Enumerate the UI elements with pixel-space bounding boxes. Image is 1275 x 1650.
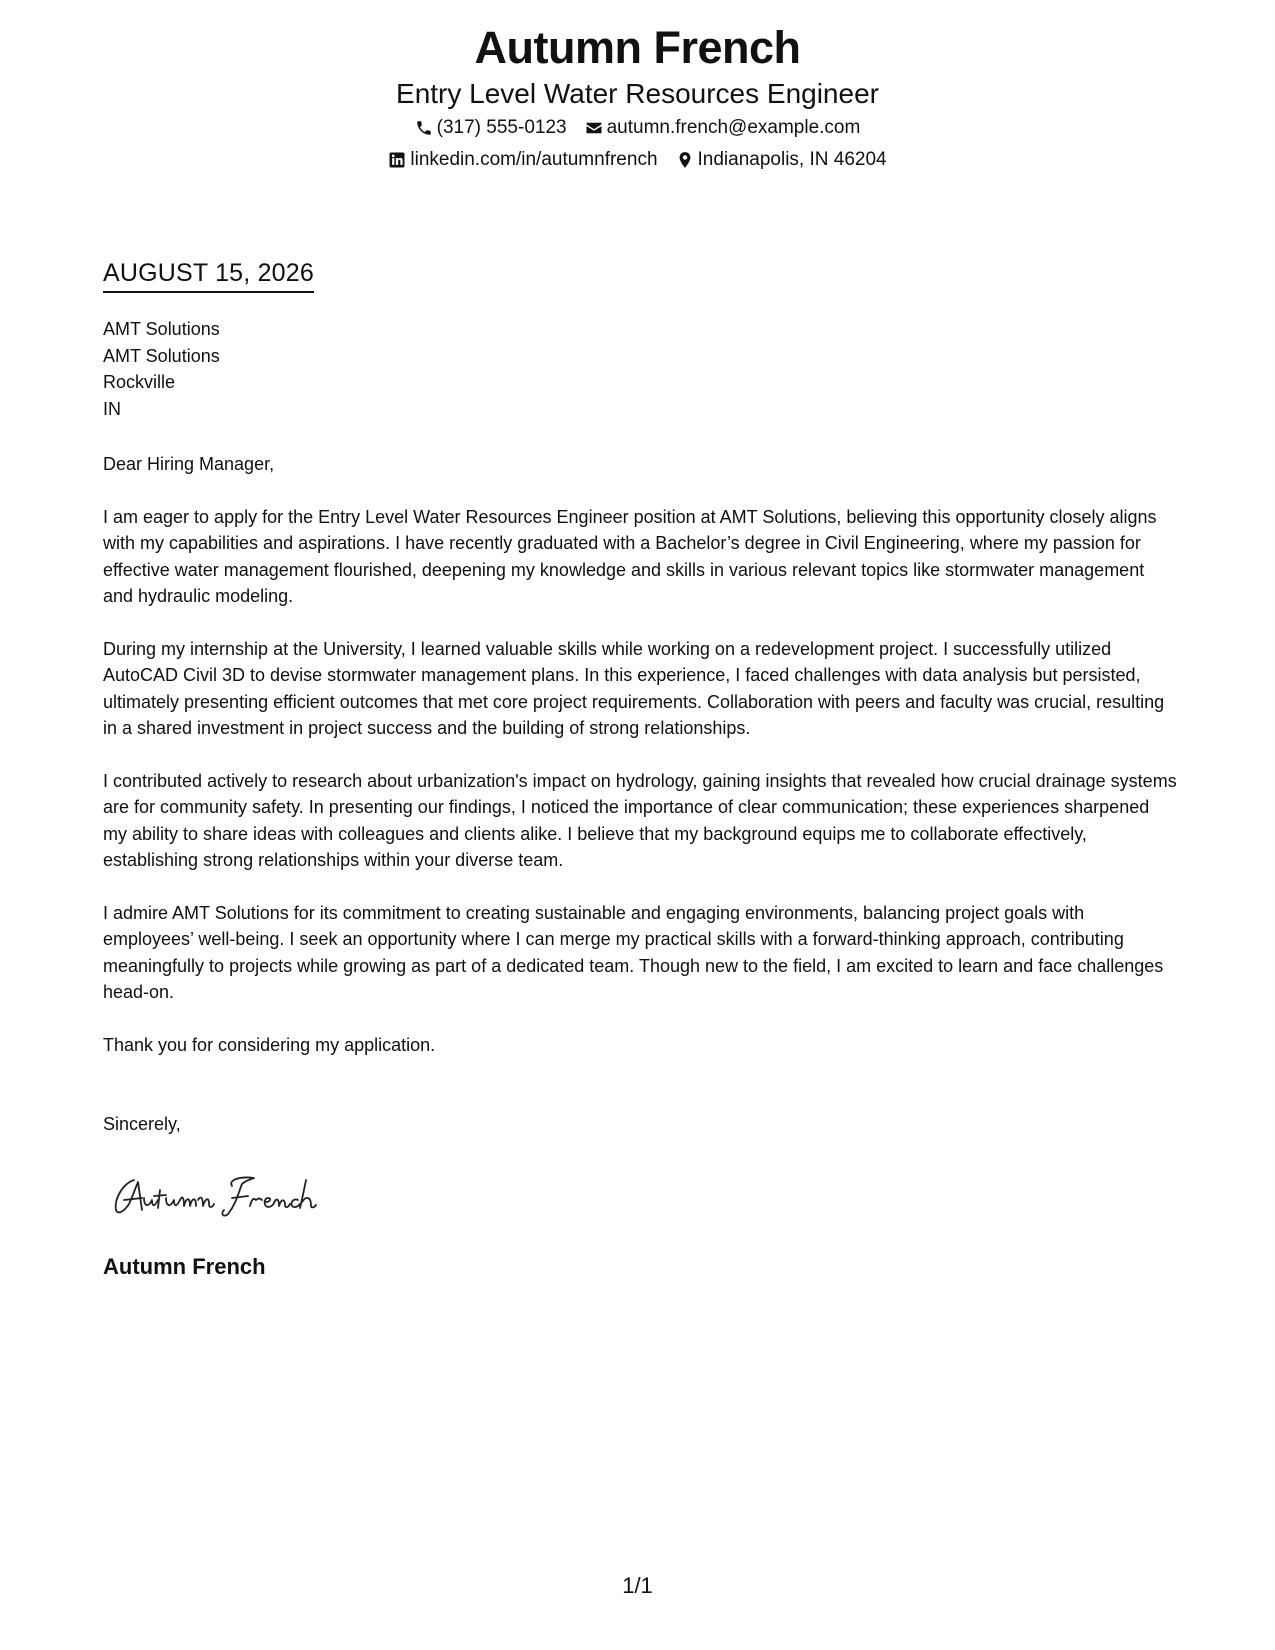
letter-header — [0, 20, 1275, 176]
location-text: Indianapolis, IN 46204 — [697, 149, 887, 170]
salutation: Dear Hiring Manager, — [103, 454, 275, 474]
recipient-line: AMT Solutions — [103, 345, 220, 366]
recipient-line: AMT Solutions — [103, 319, 220, 339]
signer-name: Autumn French — [103, 1254, 266, 1279]
letter-body — [103, 504, 1178, 1085]
contact-row-primary — [0, 112, 1275, 144]
email-text: autumn.french@example.com — [606, 117, 861, 138]
page-number: 1/1 — [622, 1573, 653, 1598]
handwritten-signature — [108, 1170, 358, 1220]
contact-row-secondary — [0, 144, 1275, 176]
linkedin-text: linkedin.com/in/autumnfrench — [410, 149, 658, 170]
linkedin-icon — [388, 151, 406, 169]
letter-date: AUGUST 15, 2026 — [103, 258, 314, 293]
location-contact — [676, 144, 887, 176]
job-title: Entry Level Water Resources Engineer — [396, 78, 879, 109]
body-paragraph: I am eager to apply for the Entry Level Water Resources Engineer position at AMT Solutions, believing this opportunity closely aligns with my capabilities and aspirations. I have recently graduated with a Bachelor’s degree in Civil Engineering, where my passion for effective water management flourished, deepening my knowledge and skills in various relevant topics like stormwater management and hydraulic modeling. — [103, 507, 1157, 607]
body-paragraph: I admire AMT Solutions for its commitment to creating sustainable and engaging environments, balancing project goals with employees’ well-being. I seek an opportunity where I can merge my practical skills with a forward-thinking approach, contributing meaningfully to projects while growing as part of a dedicated team. Though new to the field, I am excited to learn and face challenges head-on. — [103, 903, 1164, 1003]
body-paragraph: Thank you for considering my application. — [103, 1035, 436, 1056]
closing: Sincerely, — [103, 1114, 181, 1134]
linkedin-contact[interactable] — [388, 144, 657, 176]
phone-icon — [415, 119, 433, 137]
recipient-address — [103, 316, 1178, 422]
recipient-line: Rockville — [103, 372, 176, 392]
body-paragraph: During my internship at the University, I learned valuable skills while working on a redevelopment project. I successfully utilized AutoCAD Civil 3D to devise stormwater management plans. In this experience, I faced challenges with data analysis but persisted, ultimately presenting efficient outcomes that met core project requirements. Collaboration with peers and faculty was crucial, resulting in a shared investment in project success and the building of strong relationships. — [103, 639, 1165, 739]
phone-contact — [415, 112, 567, 144]
envelope-icon — [585, 119, 603, 137]
applicant-name: Autumn French — [474, 22, 801, 73]
map-marker-icon — [676, 151, 694, 169]
email-contact[interactable] — [585, 112, 861, 144]
phone-text: (317) 555-0123 — [436, 117, 567, 138]
recipient-line: IN — [103, 398, 121, 419]
body-paragraph: I contributed actively to research about urbanization's impact on hydrology, gaining insights that revealed how crucial drainage systems are for community safety. In presenting our findings, I noticed the importance of clear communication; these experiences sharpened my ability to share ideas with colleagues and clients alike. I believe that my background equips me to collaborate effectively, establishing strong relationships within your diverse team. — [103, 771, 1177, 871]
